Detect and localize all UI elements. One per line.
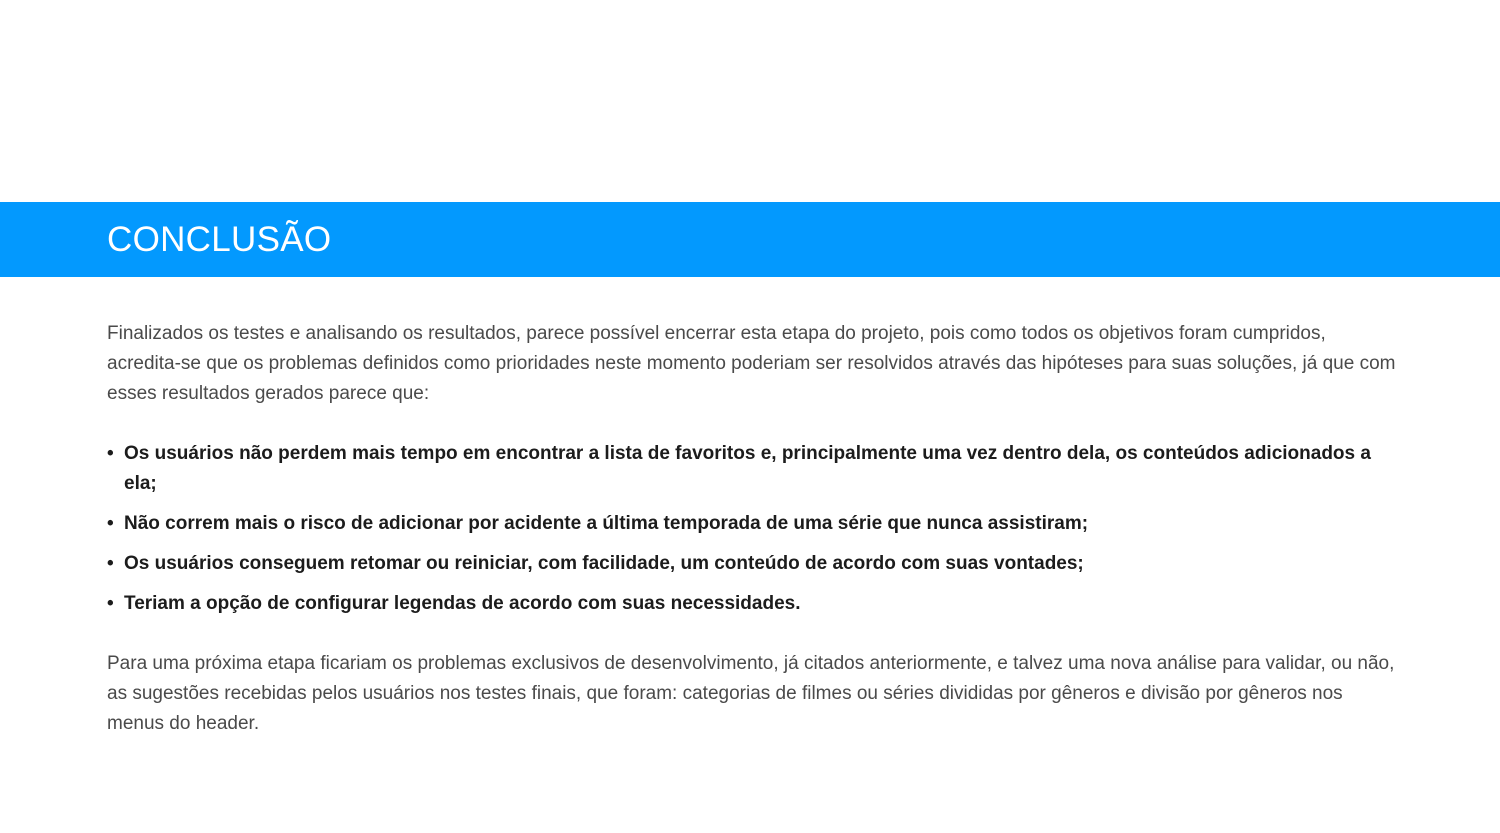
list-item-text: Os usuários conseguem retomar ou reiniciar, com facilidade, um conteúdo de acordo com suas vontades; <box>124 553 1084 574</box>
list-item <box>107 439 1397 499</box>
closing-paragraph: Para uma próxima etapa ficariam os problemas exclusivos de desenvolvimento, já citados anteriormente, e talvez uma nova análise para validar, ou não, as sugestões recebidas pelos usuários nos testes finais, que foram: categorias de filmes ou séries divididas por gêneros e divisão por gêneros nos menus do header. <box>107 653 1395 734</box>
list-item <box>107 509 1397 539</box>
bullet-icon: • <box>107 513 114 534</box>
bullet-icon: • <box>107 443 114 464</box>
findings-list <box>107 439 1397 619</box>
bullet-icon: • <box>107 553 114 574</box>
page-title: CONCLUSÃO <box>107 220 332 259</box>
list-item-text: Teriam a opção de configurar legendas de acordo com suas necessidades. <box>124 593 801 614</box>
list-item <box>107 589 1397 619</box>
intro-paragraph: Finalizados os testes e analisando os resultados, parece possível encerrar esta etapa do projeto, pois como todos os objetivos foram cumpridos, acredita-se que os problemas definidos como prioridades neste momento poderiam ser resolvidos através das hipóteses para suas soluções, já que com esses resultados gerados parece que: <box>107 323 1396 404</box>
title-banner <box>0 202 1500 277</box>
bullet-icon: • <box>107 593 114 614</box>
list-item-text: Não correm mais o risco de adicionar por acidente a última temporada de uma série que nunca assistiram; <box>124 513 1089 534</box>
list-item <box>107 549 1397 579</box>
list-item-text: Os usuários não perdem mais tempo em encontrar a lista de favoritos e, principalmente uma vez dentro dela, os conteúdos adicionados a ela; <box>124 443 1371 494</box>
conclusion-content <box>107 319 1397 739</box>
